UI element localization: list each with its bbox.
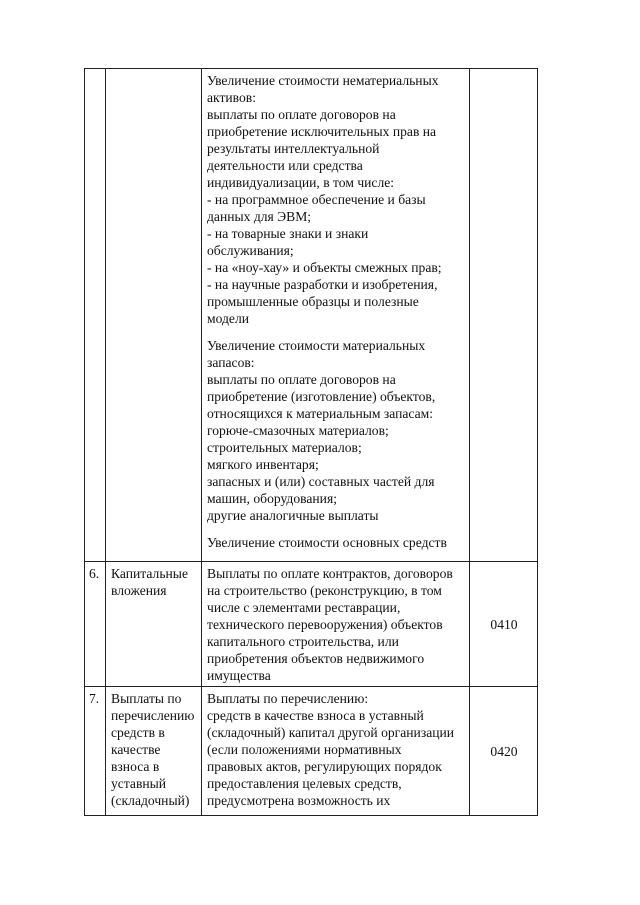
category-label: Капитальные вложения <box>111 566 188 598</box>
row-number <box>85 69 106 562</box>
row-code: 0420 <box>470 687 538 816</box>
description-block: Выплаты по оплате контрактов, договоров на строительство (реконструкцию, в том числе с элементами реставрации, технического перевооружения) объектов капитального строительства, или приобретения объектов недвижимого имущества <box>207 566 453 683</box>
row-description <box>202 562 470 687</box>
row-category <box>106 562 202 687</box>
table-row <box>85 562 538 687</box>
row-category <box>106 69 202 562</box>
expenditure-table <box>84 68 538 816</box>
row-description <box>202 687 470 816</box>
table-row <box>85 69 538 562</box>
row-code: 0410 <box>470 562 538 687</box>
row-number: 6. <box>85 562 106 687</box>
description-block: Увеличение стоимости нематериальных активов: выплаты по оплате договоров на приобретение исключительных прав на результаты интеллектуальной деятельности или средства индивидуализации, в том числе: - на программное обеспечение и базы данных для ЭВМ; - на товарные знаки и знаки обслуживания; - на «ноу-хау» и объекты смежных прав; - на научные разработки и изобретения, промышленные образцы и полезные модели <box>207 73 442 326</box>
description-block: Увеличение стоимости материальных запасов: выплаты по оплате договоров на приобретение (изготовление) объектов, относящихся к материальным запасам: горюче-смазочных материалов; строительных материалов; мягкого инвентаря; запасных и (или) составных частей для машин, оборудования; другие аналогичные выплаты <box>207 338 436 523</box>
category-label: Выплаты по перечислению средств в качестве взноса в уставный (складочный) <box>111 691 195 808</box>
description-block: Увеличение стоимости основных средств <box>207 535 447 550</box>
row-description <box>202 69 470 562</box>
description-block: Выплаты по перечислению: средств в качестве взноса в уставный (складочный) капитал другой организации (если положениями нормативных правовых актов, регулирующих порядок предоставления целевых средств, предусмотрена возможность их <box>207 691 455 808</box>
row-code <box>470 69 538 562</box>
row-category <box>106 687 202 816</box>
table-row <box>85 687 538 816</box>
row-number: 7. <box>85 687 106 816</box>
